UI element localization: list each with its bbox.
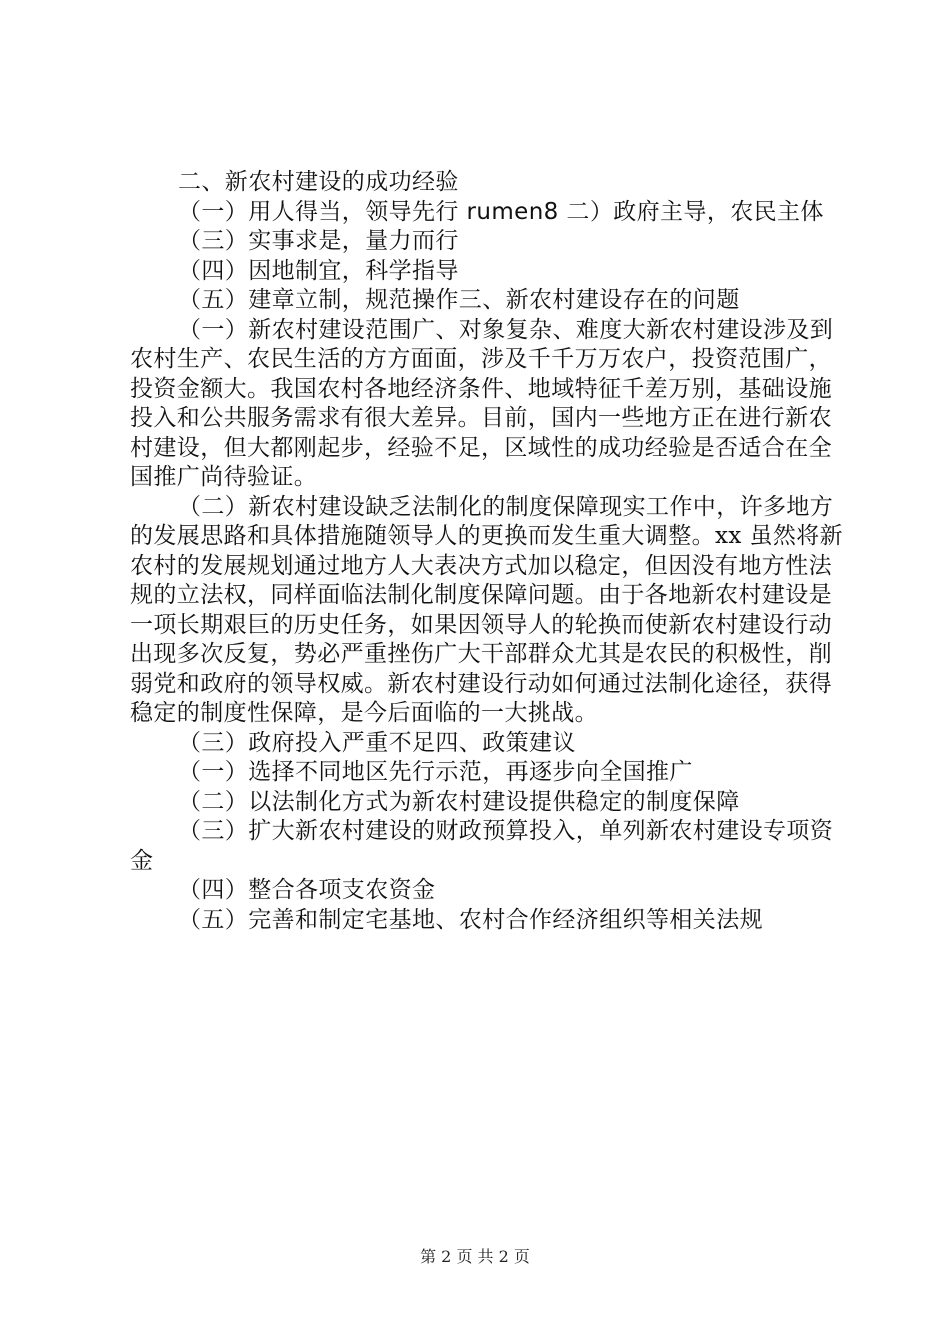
paragraph-continuation: 我国农村各地经济条件、地域特征千差万别，基础设施投入和公共服务需求有很大差异。目前，国内一些地方正在进行新农村建设，但大都刚起步，经验不足，区域性的成功经验是否适合在全国推广尚待验证。 [130,375,833,490]
paragraph: （三）政府投入严重不足四、政策建议 [178,729,576,756]
paragraph-continuation: xx 虽然将新农村的发展规划通过地方人大表决方式加以稳定，但因没有地方性法规的立法权，同样面临法制化制度保障问题。由于各地新农村建设是一项长期艰巨的历史任务，如果因领导人的轮换而使新农村建设行动出现多次反复，势必严重挫伤广大干部群众尤其是农民的积极性，削弱党和政府的领导权威。新农村建设行动如何通过法制化途径，获得稳定的制度性保障，是今后面临的一大挑战。 [130,523,844,726]
page-footer [0,1244,950,1267]
section-heading: 二、新农村建设的成功经验 [178,169,459,195]
document-body [130,168,850,935]
paragraph: （四）整合各项支农资金 [178,877,436,903]
paragraph: （一）新农村建设范围广、对象复杂、难度大新农村建设涉及到农村生产、农民生活的方方面面，涉及千千万万农户，投资范围广，投资金额大。我国农村各地经济条件、地域特征千差万别，基础设施投入和公共服务需求有很大差异。目前，国内一些地方正在进行新农村建设，但大都刚起步，经验不足，区域性的成功经验是否适合在全国推广尚待验证。 [130,316,834,490]
page-number: 第 2 页 共 2 页 [420,1247,530,1266]
paragraph: （一）用人得当，领导先行 rumen8 二）政府主导，农民主体 [178,198,824,225]
paragraph: （五）建章立制，规范操作三、新农村建设存在的问题 [178,287,740,313]
paragraph: （二）以法制化方式为新农村建设提供稳定的制度保障 [178,788,740,815]
paragraph: （二）新农村建设缺乏法制化的制度保障现实工作中，许多地方的发展思路和具体措施随领导人的更换而发生重大调整。xx 虽然将新农村的发展规划通过地方人大表决方式加以稳定，但因没有地方性法规的立法权，同样面临法制化制度保障问题。由于各地新农村建设是一项长期艰巨的历史任务，如果因领导人的轮换而使新农村建设行动出现多次反复，势必严重挫伤广大干部群众尤其是农民的积极性，削弱党和政府的领导权威。新农村建设行动如何通过法制化途径，获得稳定的制度性保障，是今后面临的一大挑战。 [130,493,844,726]
paragraph: （三）扩大新农村建设的财政预算投入，单列新农村建设专项资金 [130,818,834,874]
paragraph: （一）选择不同地区先行示范，再逐步向全国推广 [178,759,693,785]
paragraph: （三）实事求是，量力而行 [178,228,459,254]
paragraph: （五）完善和制定宅基地、农村合作经济组织等相关法规 [178,906,763,933]
paragraph: （四）因地制宜，科学指导 [178,257,459,284]
